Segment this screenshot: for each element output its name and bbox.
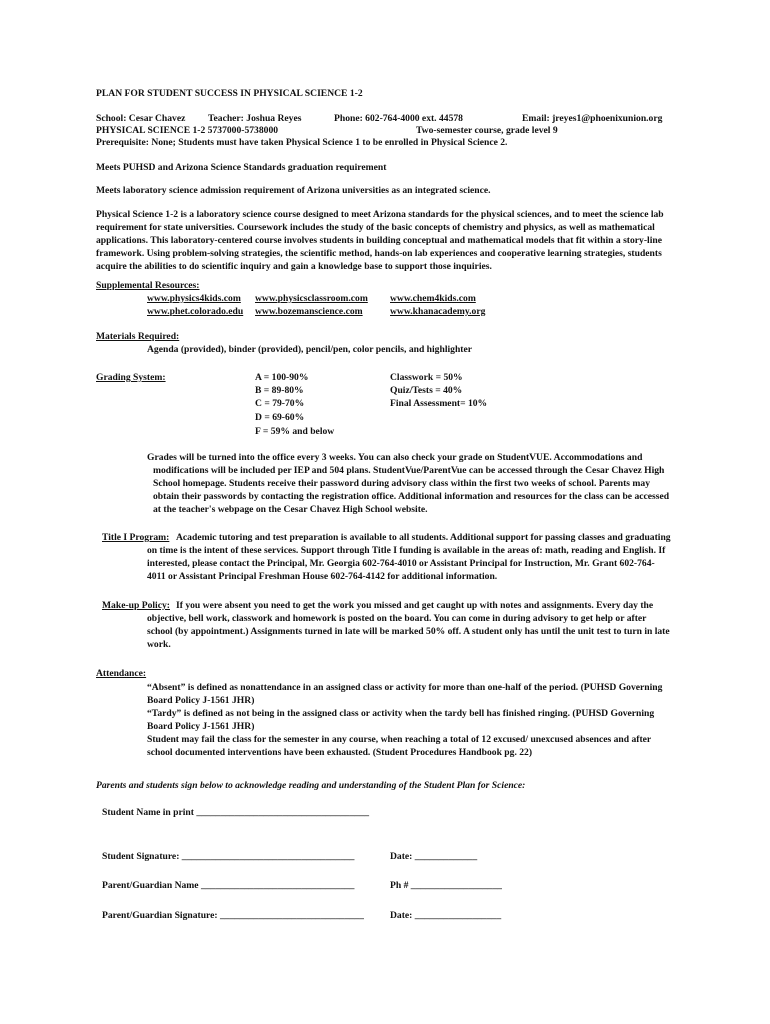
grades-line: at the teacher's webpage on the Cesar Chavez High School website.: [153, 504, 428, 515]
description-line: requirement for state universities. Coursework includes the study of the basic concepts of chemistry and physics, as well as mathematical: [96, 222, 655, 233]
grade-scale-item: A = 100-90%: [255, 372, 309, 383]
parent-name-field[interactable]: Parent/Guardian Name ________________________________: [102, 880, 355, 891]
resource-link[interactable]: www.chem4kids.com: [390, 293, 476, 304]
resource-link[interactable]: www.physicsclassroom.com: [255, 293, 368, 304]
parent-phone-field[interactable]: Ph # ___________________: [390, 880, 502, 891]
email-field: Email: jreyes1@phoenixunion.org: [522, 113, 663, 124]
supplemental-heading: Supplemental Resources:: [96, 280, 200, 291]
phone-field: Phone: 602-764-4000 ext. 44578: [334, 113, 463, 124]
teacher-field: Teacher: Joshua Reyes: [208, 113, 302, 124]
description-line: applications. This laboratory-centered course involves students in building conceptual and mathematical models that fit within a story-line: [96, 235, 662, 246]
title1-line: 4011 or Assistant Principal Freshman House 602-764-4142 for additional information.: [147, 571, 498, 582]
course-description: [96, 208, 664, 273]
makeup-heading: Make-up Policy:: [102, 600, 170, 611]
attendance-line: Board Policy J-1561 JHR): [147, 721, 255, 732]
parent-signature-field[interactable]: Parent/Guardian Signature: ______________________________: [102, 910, 364, 921]
student-name-field[interactable]: Student Name in print ____________________________________: [102, 807, 370, 818]
description-line: Physical Science 1-2 is a laboratory science course designed to meet Arizona standards for the physical sciences, and to meet the science lab: [96, 209, 664, 220]
graduation-requirement: Meets PUHSD and Arizona Science Standards graduation requirement: [96, 162, 387, 173]
grade-scale-item: D = 69-60%: [255, 412, 305, 423]
resource-link[interactable]: www.khanacademy.org: [390, 306, 486, 317]
title1-line: on time is the intent of these services. Support through Title I funding is available in the areas of: math, reading and English. If: [147, 545, 666, 556]
attendance-heading: Attendance:: [96, 668, 147, 679]
attendance-line: “Absent” is defined as nonattendance in an assigned class or activity for more than one-half of the period. (PUHSD Governing: [147, 682, 663, 693]
makeup-line: If you were absent you need to get the work you missed and get caught up with notes and assignments. Every day the: [176, 600, 654, 611]
resource-link[interactable]: www.physics4kids.com: [147, 293, 241, 304]
attendance-line: Board Policy J-1561 JHR): [147, 695, 255, 706]
grades-line: modifications will be included per IEP and 504 plans. StudentVue/ParentVue can be accessed through the Cesar Chavez High: [153, 465, 665, 476]
makeup-paragraph: [147, 612, 670, 651]
grading-heading: Grading System:: [96, 372, 166, 383]
description-line: framework. Using problem-solving strategies, the scientific method, hands-on lab experiences and cooperative learning strategies, students: [96, 248, 662, 259]
title1-paragraph: [147, 544, 665, 583]
grades-paragraph: [147, 451, 669, 516]
grades-line: obtain their passwords by contacting the registration office. Additional information and resources for the class can be accessed: [153, 491, 670, 502]
course-code: PHYSICAL SCIENCE 1-2 5737000-5738000: [96, 125, 279, 136]
title1-line: interested, please contact the Principal, Mr. Georgia 602-764-4010 or Assistant Principal for Instruction, Mr. Grant 602-764-: [147, 558, 655, 569]
grade-scale-item: F = 59% and below: [255, 426, 335, 437]
attendance-line: Student may fail the class for the semester in any course, when reaching a total of 12 excused/ unexcused absences and after: [147, 734, 652, 745]
materials-heading: Materials Required:: [96, 331, 180, 342]
title1-heading: Title I Program:: [102, 532, 170, 543]
prerequisite: Prerequisite: None; Students must have taken Physical Science 1 to be enrolled in Physical Science 2.: [96, 137, 508, 148]
materials-list: Agenda (provided), binder (provided), pencil/pen, color pencils, and highlighter: [147, 344, 472, 355]
makeup-line: work.: [147, 639, 171, 650]
makeup-line: objective, bell work, classwork and homework is posted on the board. You can come in during advisory to get help or after: [147, 613, 647, 624]
makeup-line: school (by appointment.) Assignments turned in late will be marked 50% off. A student only has until the unit test to turn in late: [147, 626, 670, 637]
parent-date-field[interactable]: Date: __________________: [390, 910, 502, 921]
admission-requirement: Meets laboratory science admission requirement of Arizona universities as an integrated science.: [96, 185, 491, 196]
attendance-paragraph: [147, 681, 662, 759]
course-length: Two-semester course, grade level 9: [416, 125, 558, 136]
title1-line: Academic tutoring and test preparation is available to all students. Additional support for passing classes and graduating: [176, 532, 671, 543]
resource-link[interactable]: www.phet.colorado.edu: [147, 306, 244, 317]
grade-weight-item: Quiz/Tests = 40%: [390, 385, 463, 396]
attendance-line: “Tardy” is defined as not being in the assigned class or activity when the tardy bell has finished ringing. (PUHSD Governing: [147, 708, 655, 719]
school-field: School: Cesar Chavez: [96, 113, 186, 124]
student-signature-field[interactable]: Student Signature: ____________________________________: [102, 851, 355, 862]
grades-line: School homepage. Students receive their password during advisory class within the first two weeks of school. Parents may: [153, 478, 651, 489]
grade-scale-item: C = 79-70%: [255, 398, 305, 409]
grades-line: Grades will be turned into the office every 3 weeks. You can also check your grade on StudentVUE. Accommodations and: [147, 452, 643, 463]
attendance-line: school documented interventions have been exhausted. (Student Procedures Handbook pg. 22): [147, 747, 533, 758]
grade-weight-item: Final Assessment= 10%: [390, 398, 488, 409]
document-title: PLAN FOR STUDENT SUCCESS IN PHYSICAL SCIENCE 1-2: [96, 88, 363, 99]
student-date-field[interactable]: Date: _____________: [390, 851, 478, 862]
grade-scale-item: B = 89-80%: [255, 385, 304, 396]
resource-link[interactable]: www.bozemanscience.com: [255, 306, 363, 317]
description-line: acquire the abilities to do scientific inquiry and gain a knowledge base to support those inquiries.: [96, 261, 492, 272]
acknowledge-statement: Parents and students sign below to acknowledge reading and understanding of the Student Plan for Science:: [96, 780, 526, 791]
grade-weight-item: Classwork = 50%: [390, 372, 463, 383]
